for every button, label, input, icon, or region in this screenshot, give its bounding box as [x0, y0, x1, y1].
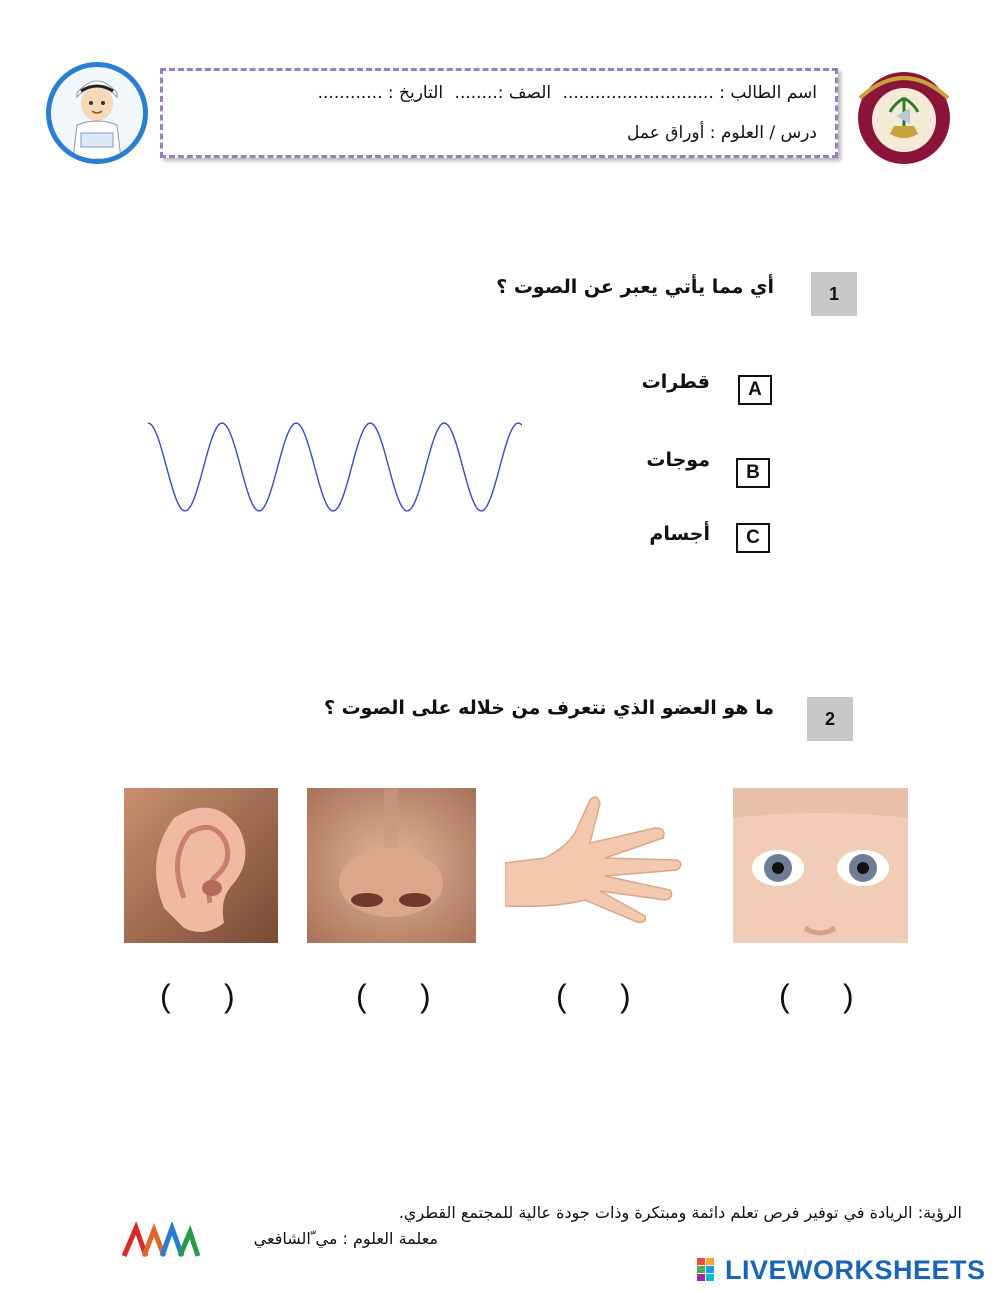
decorative-figures-logo	[122, 1222, 200, 1258]
answer-blank-nose[interactable]: ( )	[356, 978, 431, 1014]
option-b-box[interactable]: B	[736, 458, 770, 488]
teacher-name: معلمة العلوم : مي ّالشافعي	[253, 1229, 438, 1248]
student-info-box	[160, 68, 838, 158]
option-c-box[interactable]: C	[736, 523, 770, 553]
student-info-line	[312, 83, 817, 103]
sound-wave-image	[148, 418, 522, 516]
liveworksheets-logo[interactable]	[697, 1255, 986, 1286]
class-field[interactable]: الصف :........	[454, 83, 552, 103]
liveworksheets-icon	[697, 1258, 723, 1282]
hand-image	[505, 788, 703, 943]
liveworksheets-text: LIVEWORKSHEETS	[725, 1255, 986, 1285]
ear-image	[124, 788, 278, 943]
answer-blank-eyes[interactable]: ( )	[779, 978, 854, 1014]
school-logo	[46, 62, 148, 164]
nose-image	[307, 788, 476, 943]
student-name-field[interactable]: اسم الطالب : ............................	[562, 83, 817, 103]
answer-blank-hand[interactable]: ( )	[556, 978, 631, 1014]
option-a-box[interactable]: A	[738, 375, 772, 405]
eyes-image	[733, 788, 908, 943]
answer-blank-ear[interactable]: ( )	[160, 978, 235, 1014]
question-2-text: ما هو العضو الذي نتعرف من خلاله على الصوت ؟	[323, 697, 774, 719]
question-2-number: 2	[807, 697, 853, 741]
question-1-text: أي مما يأتي يعبر عن الصوت ؟	[496, 276, 774, 298]
vision-statement: الرؤية: الريادة في توفير فرص تعلم دائمة ومبتكرة وذات جودة عالية للمجتمع القطري.	[398, 1203, 962, 1222]
option-a-text: قطرات	[641, 371, 710, 393]
option-c-text: أجسام	[649, 523, 710, 545]
lesson-title: درس / العلوم : أوراق عمل	[627, 123, 817, 143]
ministry-logo	[850, 64, 958, 166]
date-field[interactable]: التاريخ : ............	[317, 83, 444, 103]
option-b-text: موجات	[646, 449, 710, 471]
question-1-number: 1	[811, 272, 857, 316]
